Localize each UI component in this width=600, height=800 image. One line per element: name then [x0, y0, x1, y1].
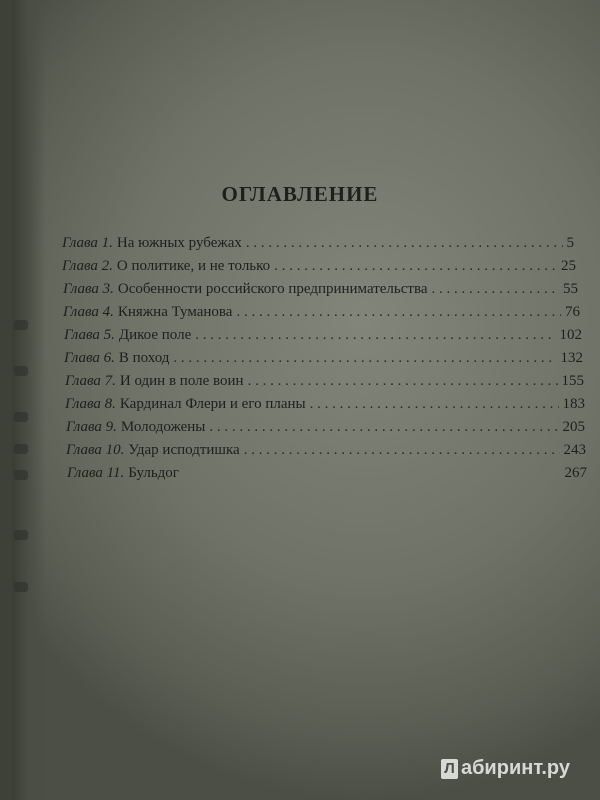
toc-entry[interactable] [62, 233, 574, 253]
dot-leader [274, 256, 557, 276]
page-number: 132 [560, 350, 583, 366]
toc-entry[interactable] [64, 348, 583, 368]
chapter-title: В поход [118, 350, 170, 366]
toc-entry[interactable] [66, 417, 585, 437]
chapter-label: Глава 3. [63, 281, 114, 297]
chapter-title: Удар исподтишка [128, 442, 240, 458]
labirint-logo-icon: Л [441, 759, 458, 779]
dot-leader [246, 233, 563, 253]
page-number: 155 [561, 373, 584, 389]
chapter-title: Бульдог [128, 465, 179, 481]
toc-heading: ОГЛАВЛЕНИЕ [221, 182, 379, 206]
page-number: 267 [564, 465, 587, 481]
chapter-label: Глава 7. [65, 373, 116, 389]
page-number: 243 [563, 442, 586, 458]
chapter-title: Княжна Туманова [117, 304, 233, 320]
toc-entry[interactable] [67, 463, 587, 483]
chapter-title: Особенности российского предпринимательства [117, 281, 428, 297]
toc-entry[interactable] [63, 302, 580, 322]
toc-entry[interactable] [65, 371, 584, 391]
chapter-label: Глава 5. [64, 327, 115, 343]
toc-entry[interactable] [63, 279, 578, 299]
dot-leader [432, 279, 559, 299]
chapter-label: Глава 1. [62, 235, 113, 251]
toc-entry[interactable] [66, 440, 586, 460]
toc-entry[interactable] [64, 325, 582, 345]
page-number: 183 [562, 396, 585, 412]
toc-entry[interactable] [65, 394, 585, 414]
chapter-title: О политике, и не только [116, 258, 271, 274]
dot-leader [248, 371, 558, 391]
dot-leader [173, 348, 556, 368]
dot-leader [209, 417, 558, 437]
watermark-text: абиринт.ру [460, 757, 570, 779]
page-number: 55 [563, 281, 578, 297]
dot-leader [195, 325, 555, 345]
chapter-title: И один в поле воин [119, 373, 244, 389]
page-number: 102 [559, 327, 582, 343]
page-number: 5 [566, 235, 574, 251]
chapter-label: Глава 4. [63, 304, 114, 320]
dot-leader [236, 302, 561, 322]
chapter-title: Молодожены [120, 419, 206, 435]
chapter-title: Кардинал Флери и его планы [119, 396, 306, 412]
chapter-label: Глава 8. [65, 396, 116, 412]
page-number: 205 [562, 419, 585, 435]
chapter-label: Глава 11. [67, 465, 125, 481]
chapter-title: Дикое поле [118, 327, 192, 343]
page-number: 76 [565, 304, 580, 320]
chapter-title: На южных рубежах [116, 235, 242, 251]
dot-leader [310, 394, 559, 414]
chapter-label: Глава 2. [62, 258, 113, 274]
chapter-label: Глава 6. [64, 350, 115, 366]
page-number: 25 [561, 258, 576, 274]
dot-leader [244, 440, 560, 460]
labirint-watermark [441, 757, 570, 780]
chapter-label: Глава 10. [66, 442, 125, 458]
toc-entry[interactable] [62, 256, 576, 276]
chapter-label: Глава 9. [66, 419, 117, 435]
